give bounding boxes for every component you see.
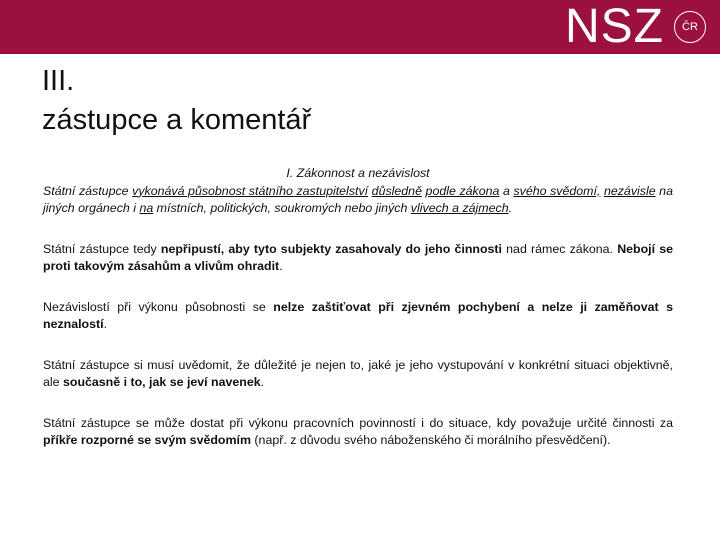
underlined-text: na	[139, 201, 154, 215]
logo-badge: ČR	[674, 11, 706, 43]
bold-text: Nebojí se proti takovým zásahům a vlivům ohradit	[43, 241, 674, 273]
logo-text: NSZ	[565, 0, 664, 53]
bold-text: nelze zaštiťovat při zjevném pochybení a nelze ji zaměňovat s neznalostí	[43, 299, 673, 331]
underlined-text: důsledně	[371, 183, 422, 198]
underlined-text: svého svědomí,	[513, 183, 601, 198]
text-span: Nezávislostí při výkonu působnosti se	[43, 299, 274, 314]
text-span: .	[508, 201, 513, 215]
title-line-1: III.	[42, 65, 75, 97]
text-span: .	[279, 259, 283, 273]
bold-text: současně i to, jak se jeví navenek	[62, 375, 261, 389]
nsz-logo	[565, 0, 706, 53]
text-span: na jiných orgánech i	[43, 183, 673, 215]
paragraph-5	[43, 415, 673, 450]
slide-title	[42, 62, 311, 140]
header-bar	[0, 0, 720, 54]
title-line-2: zástupce a komentář	[42, 104, 312, 136]
paragraph-4	[43, 357, 673, 392]
underlined-text: vlivech a zájmech	[410, 201, 509, 215]
paragraph-2	[43, 241, 673, 276]
text-span: a	[499, 183, 514, 198]
section-subheading: I. Zákonnost a nezávislost	[286, 166, 430, 180]
text-span: (např. z důvodu svého náboženského či morálního přesvědčení).	[250, 433, 611, 447]
text-span: Státní zástupce tedy	[43, 241, 161, 256]
underlined-text: podle zákona	[425, 183, 500, 198]
text-span: Státní zástupce si musí uvědomit, že důležité je nejen to, jaké je jeho vystupování v konkrétní situaci objektivně, ale	[43, 357, 673, 389]
paragraph-1	[43, 183, 673, 218]
text-span: nad rámec zákona.	[502, 241, 618, 256]
slide-body	[43, 165, 673, 473]
text-span: .	[260, 375, 265, 389]
paragraph-3	[43, 299, 673, 334]
bold-text: příkře rozporné se svým svědomím	[43, 433, 251, 447]
text-span: Státní zástupce se může dostat při výkonu pracovních povinností i do situace, kdy považuje určité činnosti za	[43, 415, 673, 430]
underlined-text: nezávisle	[603, 183, 656, 198]
bold-text: nepřipustí, aby tyto subjekty zasahovaly do jeho činnosti	[160, 241, 502, 256]
text-span: místních, politických, soukromých nebo jiných	[153, 201, 411, 215]
text-span: Státní zástupce	[43, 183, 133, 198]
underlined-text: vykonává působnost státního zastupitelství	[132, 183, 369, 198]
text-span: .	[103, 317, 108, 331]
